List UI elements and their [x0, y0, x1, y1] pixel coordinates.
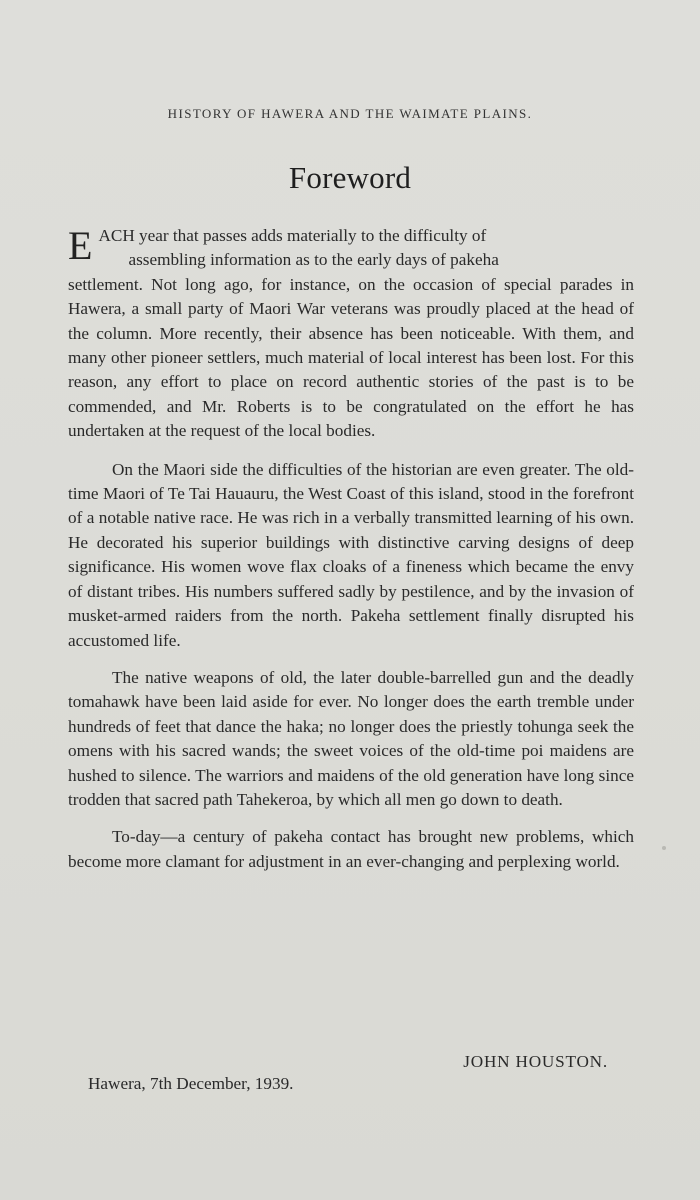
paragraph-1 [68, 224, 634, 444]
running-head: HISTORY OF HAWERA AND THE WAIMATE PLAINS. [167, 106, 533, 121]
paragraph-1-line-1: ACH year that passes adds materially to the difficulty of [98, 226, 487, 245]
drop-cap: E [68, 223, 93, 268]
paragraph-4: To-day—a century of pakeha contact has brought new problems, which become more clamant for adjustment in an ever-changing and perplexing world. [68, 827, 634, 871]
paper-speck [662, 846, 666, 850]
paragraph-1-line-2: assembling information as to the early days of pakeha [128, 250, 499, 270]
paragraph-3: The native weapons of old, the later double-barrelled gun and the deadly tomahawk have been laid aside for ever. No longer does the earth tremble under hundreds of feet that dance the haka; no longer does the priestly tohunga seek the omens with his sacred wands; the sweet voices of the old-time poi maidens are hushed to silence. The warriors and maidens of the old generation have long since trodden that sacred path Tahekeroa, by which all men go down to death. [68, 667, 634, 809]
place-date: Hawera, 7th December, 1939. [88, 1074, 294, 1093]
signature: JOHN HOUSTON. [463, 1052, 608, 1071]
page-title: Foreword [288, 160, 412, 195]
foreword-body [68, 224, 634, 887]
paragraph-2: On the Maori side the difficulties of the historian are even greater. The old-time Maori of Te Tai Hauauru, the West Coast of this island, stood in the forefront of a notable native race. He was rich in a verbally transmitted learning of his own. He decorated his superior buildings with distinctive carving designs of deep significance. His women wove flax cloaks of a fineness which became the envy of distant tribes. His numbers suffered sadly by pestilence, and by the invasion of musket-armed raiders from the north. Pakeha settlement finally disrupted his accustomed life. [68, 459, 634, 650]
paragraph-1-rest: settlement. Not long ago, for instance, on the occasion of special parades in Hawera, a small party of Maori War veterans was proudly placed at the head of the column. More recently, their absence has been noticeable. With them, and many other pioneer settlers, much material of local interest has been lost. For this reason, any effort to place on record authentic stories of the past is to be commended, and Mr. Roberts is to be congratulated on the effort he has undertaken at the request of the local bodies. [68, 274, 634, 441]
